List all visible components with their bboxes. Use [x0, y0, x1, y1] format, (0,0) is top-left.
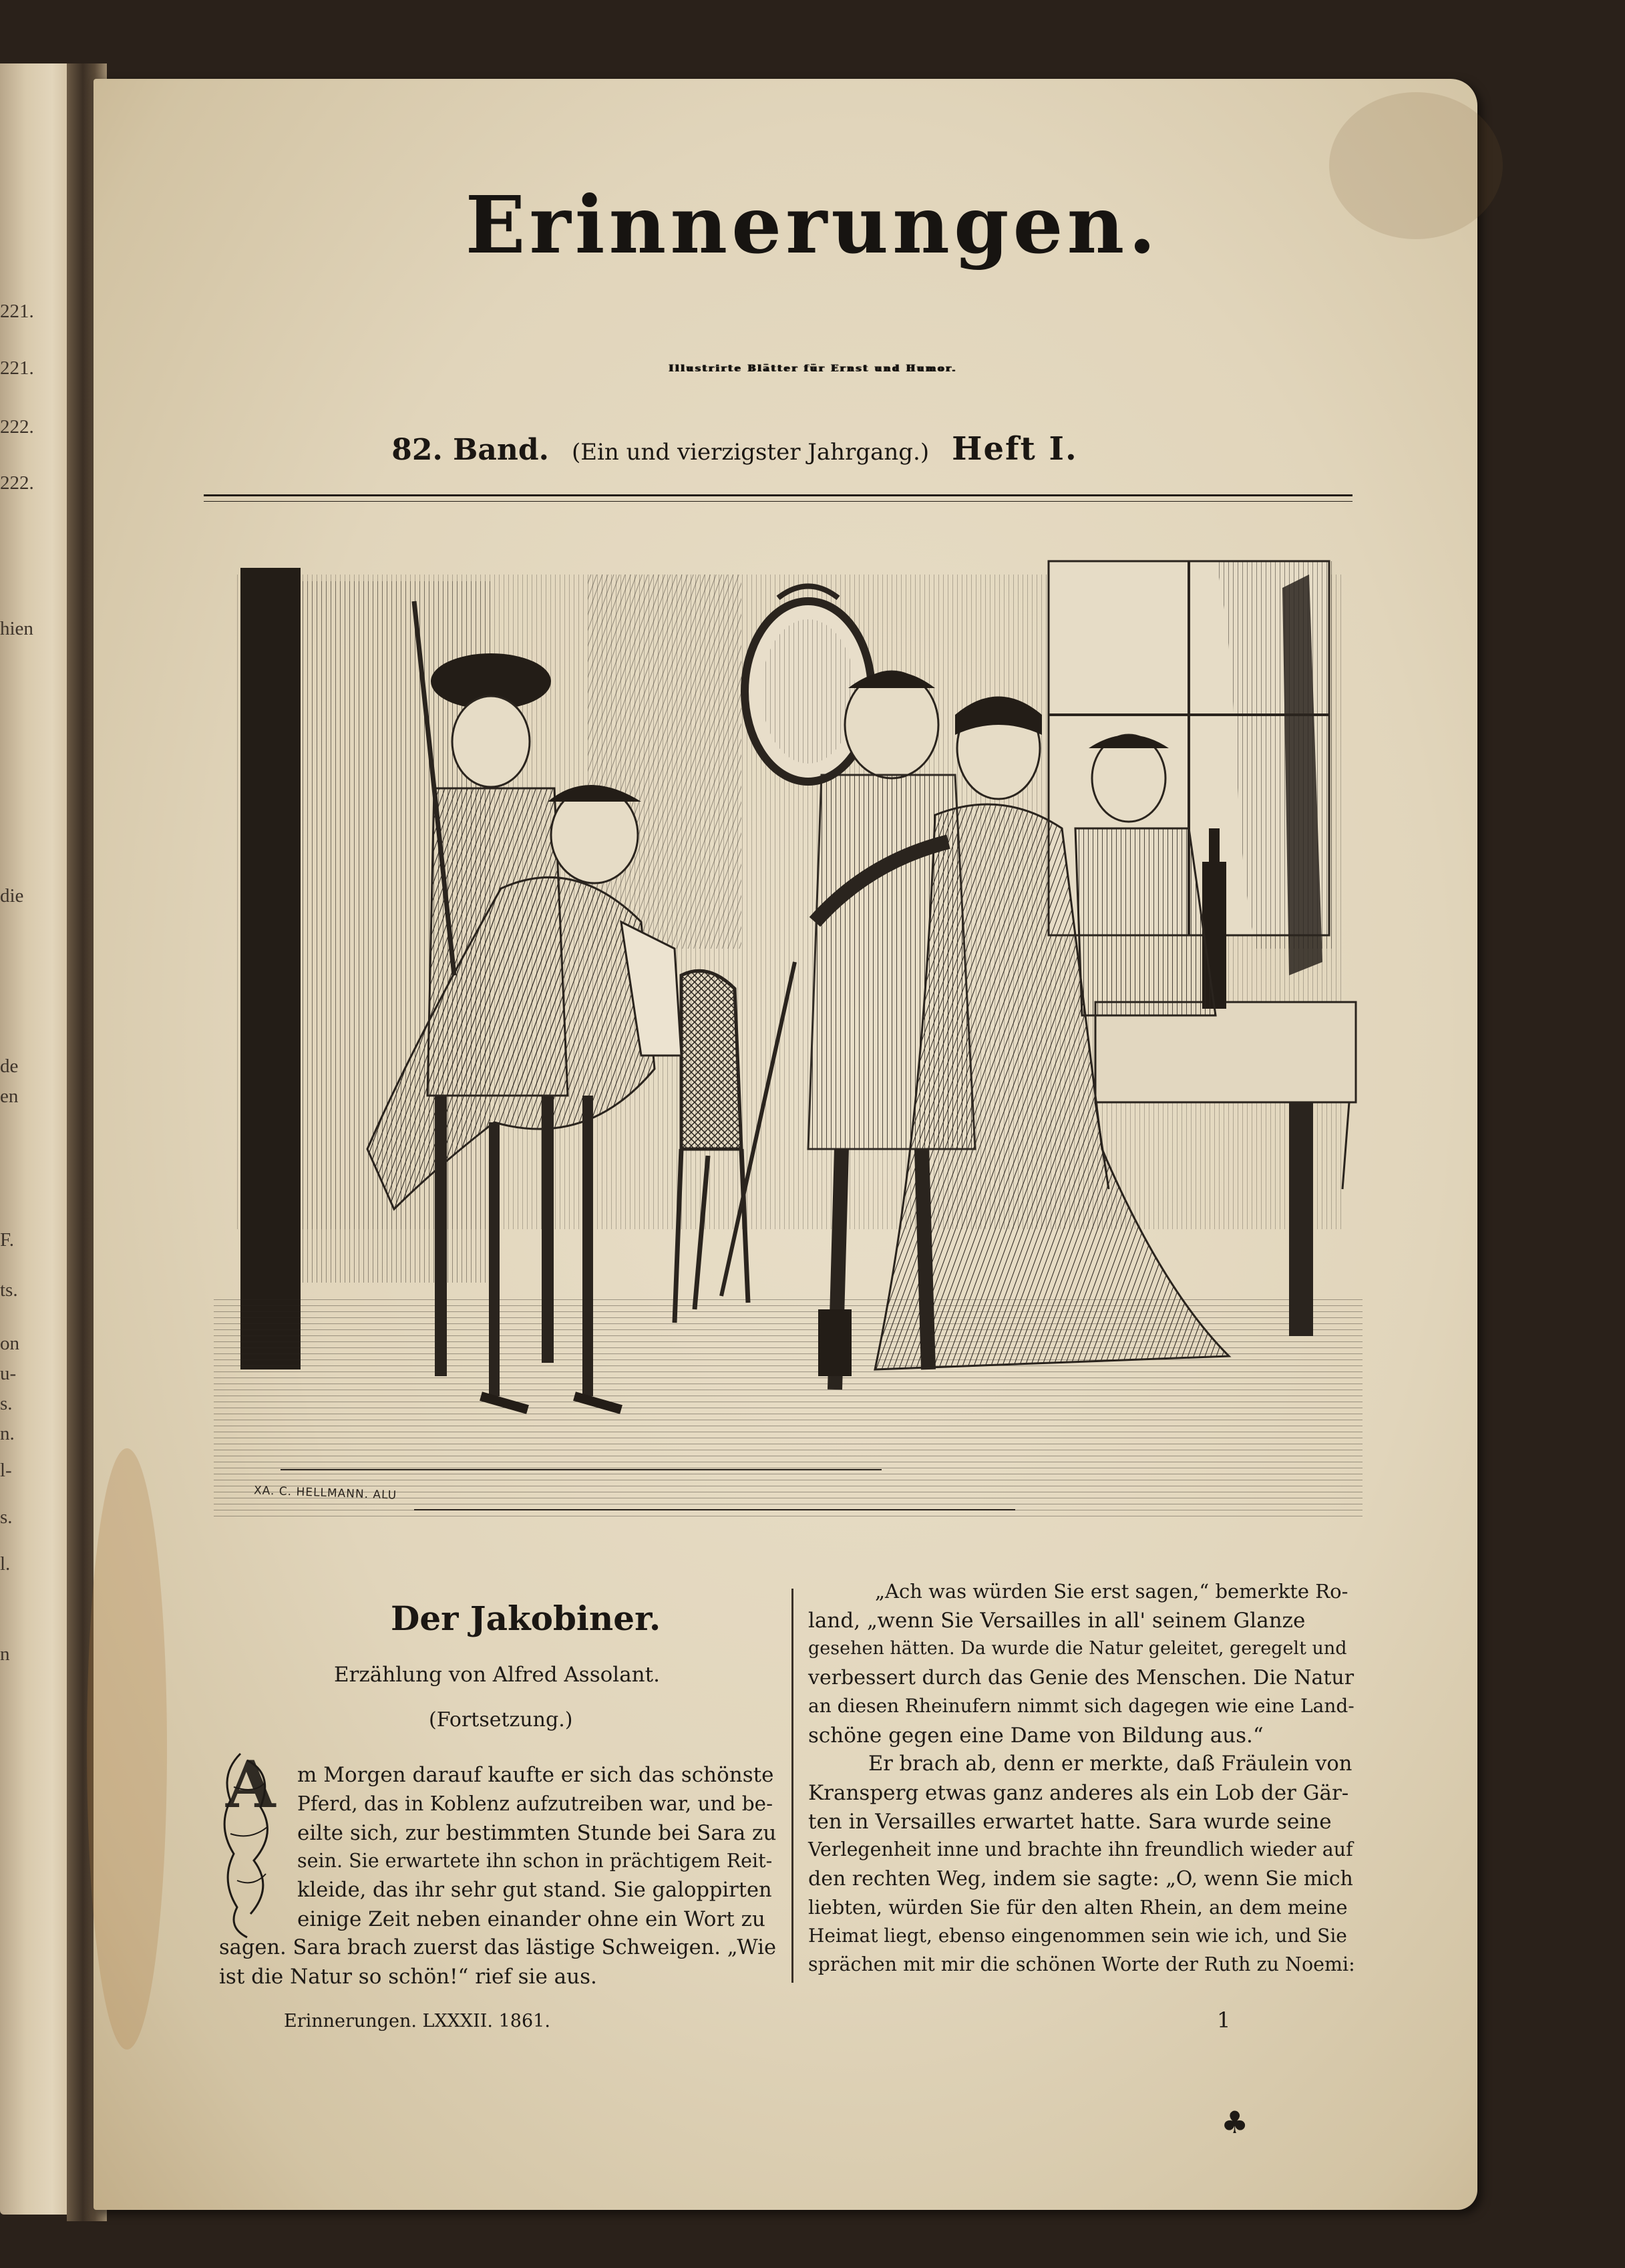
text-line: Er brach ab, denn er merkte, daß Fräulein von: [868, 1752, 1352, 1776]
left-page-fragment: die: [0, 885, 24, 907]
issue-label: Heft I.: [952, 430, 1078, 468]
text-line: Heimat liegt, ebenso eingenommen sein wie ich, und Sie: [808, 1925, 1347, 1947]
left-page-fragment: de: [0, 1056, 19, 1077]
text-line: ten in Versailles erwartet hatte. Sara wurde seine: [808, 1810, 1332, 1834]
text-line: Kransperg etwas ganz anderes als ein Lob der Gär-: [808, 1781, 1349, 1805]
engraving-illustration: [214, 548, 1363, 1543]
text-line: den rechten Weg, indem sie sagte: „O, wenn Sie mich: [808, 1867, 1353, 1891]
volume-label: 82. Band.: [391, 433, 549, 467]
footer-source: Erinnerungen. LXXXII. 1861.: [284, 2011, 550, 2032]
left-page-fragment: s.: [0, 1506, 13, 1528]
left-page-fragment: n: [0, 1643, 10, 1665]
story-continued-note: (Fortsetzung.): [429, 1708, 573, 1732]
left-page-fragment: u-: [0, 1363, 17, 1384]
text-line: „Ach was würden Sie erst sagen,“ bemerkte Ro-: [875, 1580, 1348, 1603]
text-line: sagen. Sara brach zuerst das lästige Schweigen. „Wie: [219, 1936, 777, 1959]
page-number: 1: [1217, 2007, 1231, 2033]
masthead-subtitle: Illustrirte Blätter für Ernst und Humor.: [668, 363, 957, 374]
left-page-number: 221.: [0, 301, 34, 322]
text-line: schöne gegen eine Dame von Bildung aus.“: [808, 1724, 1264, 1748]
previous-page-edge: [0, 63, 75, 2215]
left-page-number: 222.: [0, 472, 34, 494]
paper-stain: [87, 1448, 167, 2050]
text-line: land, „wenn Sie Versailles in all' seinem Glanze: [808, 1609, 1306, 1633]
text-line: Verlegenheit inne und brachte ihn freundlich wieder auf: [808, 1838, 1353, 1860]
column-divider: [791, 1589, 793, 1983]
header-rule: [204, 501, 1352, 502]
story-title: Der Jakobiner.: [391, 1599, 661, 1638]
text-line: an diesen Rheinufern nimmt sich dagegen wie eine Land-: [808, 1695, 1355, 1717]
year-label: (Ein und vierzigster Jahrgang.): [571, 439, 930, 466]
left-page-fragment: on: [0, 1333, 19, 1354]
text-line: sein. Sie erwartete ihn schon in prächtigem Reit-: [297, 1850, 773, 1872]
text-line: Pferd, das in Koblenz aufzutreiben war, und be-: [297, 1792, 773, 1815]
left-page-fragment: s.: [0, 1393, 13, 1414]
left-page-fragment: n.: [0, 1423, 15, 1444]
drop-cap-letter: A: [226, 1747, 276, 1822]
text-line: m Morgen darauf kaufte er sich das schönste: [297, 1763, 774, 1787]
text-line: gesehen hätten. Da wurde die Natur geleitet, geregelt und: [808, 1638, 1347, 1659]
left-page-number: 222.: [0, 416, 34, 438]
printer-mark: ♣: [1221, 2104, 1249, 2140]
text-line: verbessert durch das Genie des Menschen. Die Natur: [808, 1666, 1355, 1689]
left-page-fragment: l-: [0, 1460, 12, 1481]
story-byline: Erzählung von Alfred Assolant.: [334, 1663, 660, 1687]
text-line: einige Zeit neben einander ohne ein Wort zu: [297, 1907, 765, 1931]
drop-cap: [214, 1747, 281, 1941]
masthead-title: Erinnerungen.: [465, 178, 1160, 271]
left-page-fragment: en: [0, 1086, 19, 1107]
text-line: eilte sich, zur bestimmten Stunde bei Sara zu: [297, 1821, 777, 1845]
header-rule: [204, 494, 1352, 496]
engraving-scene: [214, 548, 1363, 1543]
left-page-number: 221.: [0, 357, 34, 379]
left-page-fragment: ts.: [0, 1279, 18, 1301]
text-line: kleide, das ihr sehr gut stand. Sie galoppirten: [297, 1879, 772, 1902]
left-page-fragment: l.: [0, 1553, 11, 1575]
issue-line: [334, 430, 1135, 468]
engraver-signature: XA. C. HELLMANN. ALU: [253, 1484, 397, 1502]
text-line: sprächen mit mir die schönen Worte der Ruth zu Noemi:: [808, 1953, 1355, 1975]
text-line: liebten, würden Sie für den alten Rhein, an dem meine: [808, 1896, 1348, 1919]
text-line: ist die Natur so schön!“ rief sie aus.: [219, 1965, 597, 1989]
left-page-fragment: F.: [0, 1229, 15, 1251]
left-page-fragment: hien: [0, 618, 33, 639]
